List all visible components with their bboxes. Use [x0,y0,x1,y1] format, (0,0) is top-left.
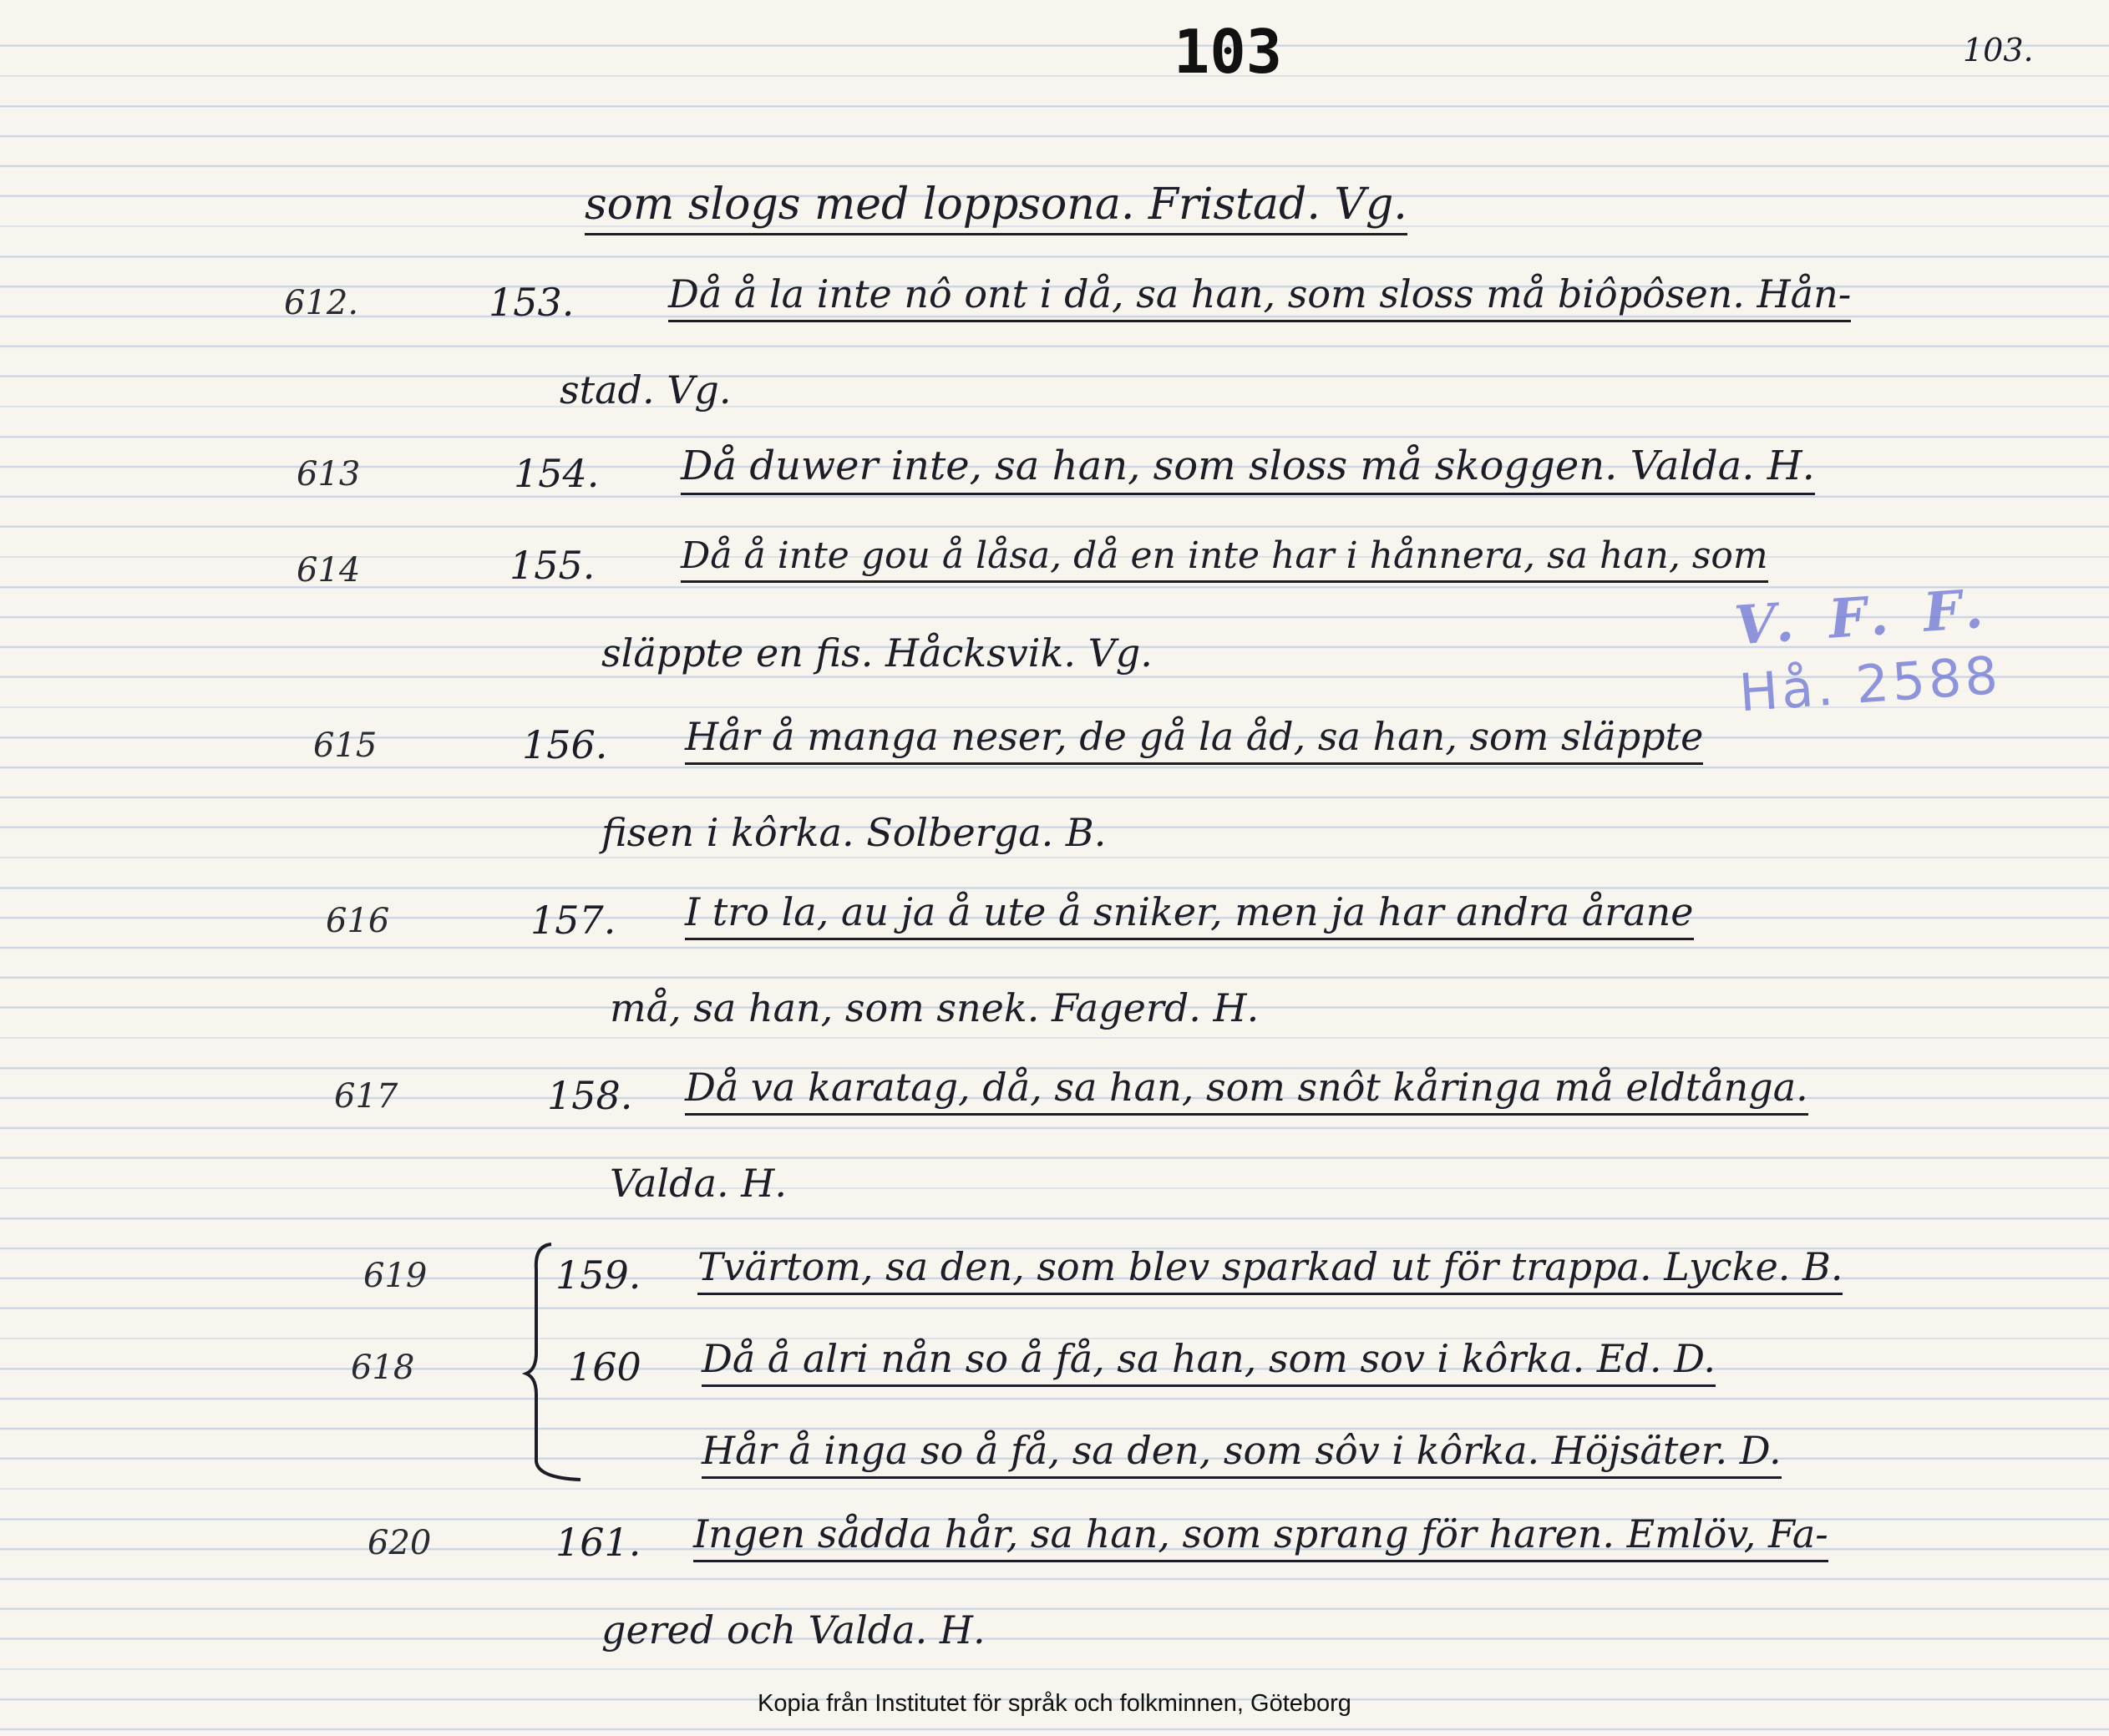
stamp-line-2: Hå. 2588 [1736,644,2003,724]
entry-line: Då å la inte nô ont i då, sa han, som sloss må biôpôsen. Hån- [668,271,1851,322]
entry-line: fisen i kôrka. Solberga. B. [601,810,1107,855]
margin-number: 620 [368,1524,432,1562]
entry-line: Då duwer inte, sa han, som sloss må skoggen. Valda. H. [681,443,1815,495]
entry-line: Tvärtom, sa den, som blev sparkad ut för trappa. Lycke. B. [697,1244,1843,1295]
margin-number: 619 [363,1257,428,1295]
entry-line: Då å inte gou å låsa, då en inte har i hånnera, sa han, som [681,534,1768,583]
entry-number: 161. [555,1520,641,1565]
margin-number: 618 [351,1349,415,1387]
margin-number: 612. [284,284,359,322]
copy-footer: Kopia från Institutet för språk och folkminnen, Göteborg [758,1690,1351,1717]
entry-line: gered och Valda. H. [601,1607,986,1652]
margin-number: 614 [297,551,361,590]
entry-number: 159. [555,1253,641,1298]
entry-line: Då va karatag, då, sa han, som snôt kåringa må eldtånga. [685,1065,1808,1116]
entry-line: I tro la, au ja å ute å sniker, men ja har andra årane [685,889,1694,940]
margin-number: 616 [326,902,390,940]
entry-line: Hår å manga neser, de gå la åd, sa han, som släppte [685,714,1703,765]
stamped-page-number: 103 [1174,17,1283,87]
entry-number: 155. [510,543,596,588]
continuation-line: som slogs med loppsona. Fristad. Vg. [585,180,1407,235]
entry-number: 158. [547,1073,633,1118]
margin-number: 617 [334,1077,398,1116]
entry-number: 157. [530,898,616,943]
stamp-line-1: V. F. F. [1732,577,1994,658]
entry-number: 153. [489,280,575,325]
entry-line: släppte en fis. Håcksvik. Vg. [601,630,1153,676]
entry-line: Hår å inga so å få, sa den, som sôv i kôrka. Höjsäter. D. [702,1428,1782,1479]
handwritten-page-number: 103. [1963,32,2034,68]
entry-line: stad. Vg. [560,367,732,412]
entry-line: Valda. H. [610,1161,787,1206]
entry-number: 154. [514,451,600,496]
entry-line: må, sa han, som snek. Fagerd. H. [610,985,1260,1030]
entry-number: 160 [568,1344,641,1389]
entry-number: 156. [522,722,608,767]
entry-line: Ingen sådda hår, sa han, som sprang för haren. Emlöv, Fa- [693,1511,1828,1562]
entry-line: Då å alri nån so å få, sa han, som sov i kôrka. Ed. D. [702,1336,1716,1387]
archive-stamp [1732,574,2043,746]
margin-number: 613 [297,455,361,493]
margin-number: 615 [313,726,378,765]
